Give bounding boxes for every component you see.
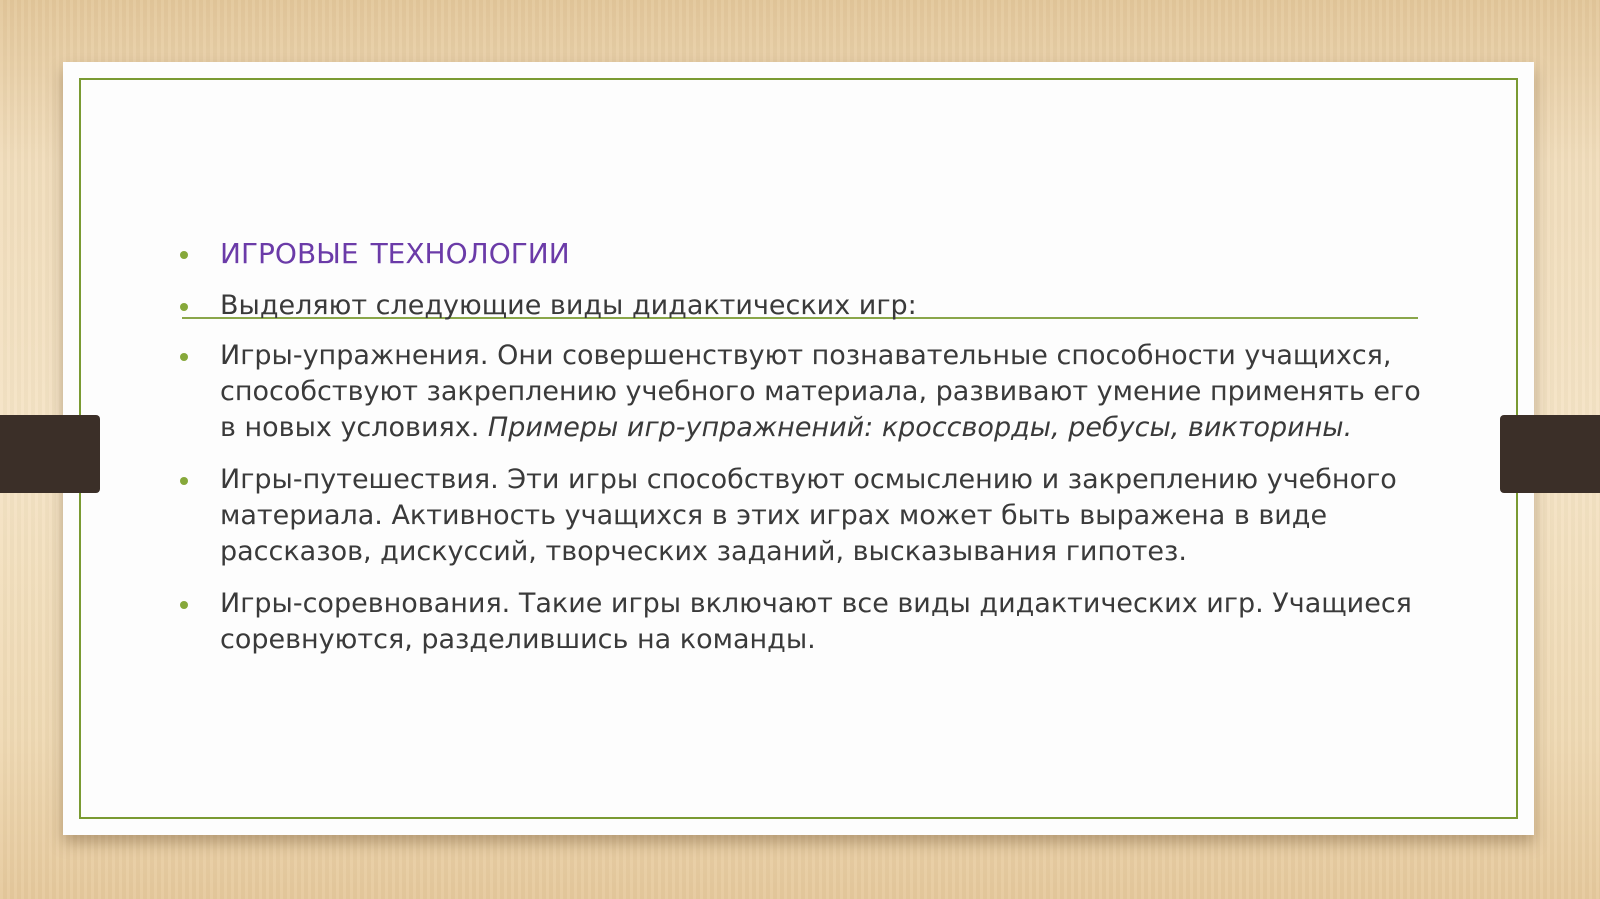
list-item (178, 462, 1428, 570)
heading-word: ТЕХНОЛОГИИ (370, 237, 570, 270)
slide-heading (178, 236, 1428, 272)
list-item-text: Игры-путешествия. Эти игры способствуют осмыслению и закреплению учебного материала. Активность учащихся в этих играх может быть выражена в виде рассказов, дискуссий, творческих заданий, высказывания гипотез. (220, 464, 1397, 567)
bullet-icon (180, 251, 188, 259)
bullet-icon (180, 601, 188, 609)
list-item-text: Игры-упражнения. Они совершенствуют познавательные способности учащихся, способствуют закреплению учебного материала, развивают умение применять его в новых условиях. (220, 340, 1421, 443)
list-item (178, 586, 1428, 658)
left-clip (0, 415, 100, 493)
intro-text: Выделяют следующие виды дидактических игр: (220, 290, 917, 321)
heading-word: ИГРОВЫЕ (220, 237, 359, 270)
bullet-icon (180, 353, 188, 361)
intro-line (178, 288, 1428, 324)
bullet-list (178, 236, 1428, 658)
right-clip (1500, 415, 1600, 493)
list-item-text: Игры-соревнования. Такие игры включают все виды дидактических игр. Учащиеся соревнуются, разделившись на команды. (220, 588, 1412, 655)
list-item-examples: Примеры игр-упражнений: кроссворды, ребусы, викторины. (487, 412, 1353, 443)
list-item (178, 338, 1428, 446)
bullet-icon (180, 303, 188, 311)
slide-content (178, 236, 1428, 674)
bullet-icon (180, 477, 188, 485)
